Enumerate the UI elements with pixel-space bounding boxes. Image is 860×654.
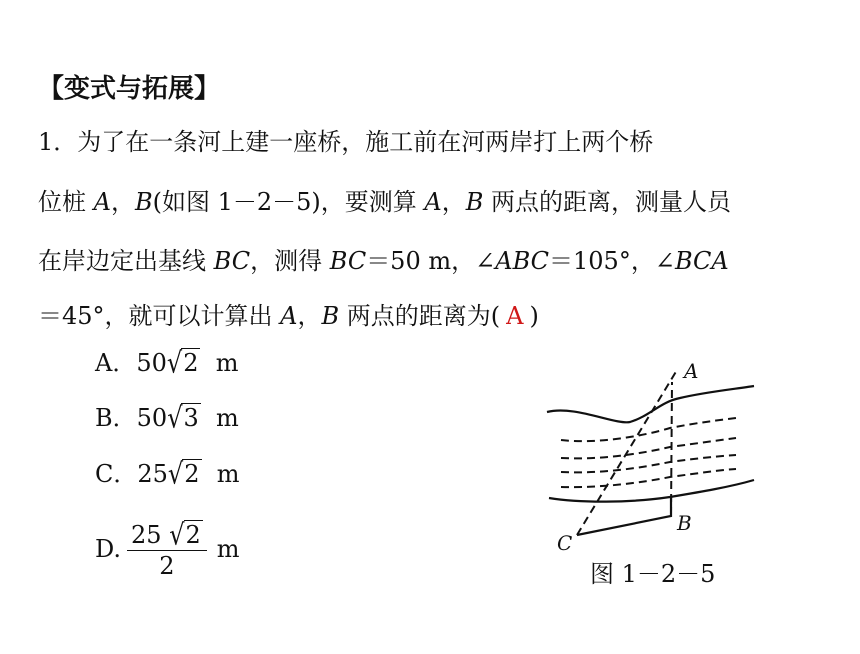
point-b: B xyxy=(465,188,484,216)
option-label: D. xyxy=(95,535,122,563)
text: ，测得 xyxy=(250,247,330,275)
option-coef: 50 xyxy=(136,404,168,432)
section-heading: 【变式与拓展】 xyxy=(38,74,221,104)
sqrt-symbol: √2 xyxy=(169,518,201,552)
text: 两点的距离为( xyxy=(339,302,501,330)
figure-label-c: C xyxy=(557,531,573,555)
angle-abc: ABC xyxy=(495,247,550,275)
figure-label-a: A xyxy=(684,359,699,383)
text: (如图 1－2－5)，要测算 xyxy=(152,188,425,216)
option-coef: 25 xyxy=(131,521,162,549)
point-b: B xyxy=(134,188,153,216)
text: ＝45°，就可以计算出 xyxy=(38,302,281,330)
text: ＝50 m，∠ xyxy=(366,247,496,275)
text: 在岸边定出基线 xyxy=(38,247,214,275)
segment-bc: BC xyxy=(213,247,251,275)
fraction-denominator: 2 xyxy=(159,552,175,580)
point-b: B xyxy=(321,302,340,330)
point-a: A xyxy=(424,188,442,216)
text: ＝105°，∠ xyxy=(549,247,675,275)
option-unit: m xyxy=(216,535,240,563)
text: 两点的距离，测量人员 xyxy=(483,188,732,216)
text: ， xyxy=(441,188,466,216)
radicand: 2 xyxy=(183,349,199,377)
figure-caption: 图 1－2－5 xyxy=(590,560,716,588)
problem-line-1: 1．为了在一条河上建一座桥，施工前在河两岸打上两个桥 xyxy=(38,128,654,156)
sqrt-symbol: √2 xyxy=(166,346,199,380)
text: ， xyxy=(297,302,322,330)
sqrt-symbol: √2 xyxy=(167,457,200,491)
angle-bca: BCA xyxy=(674,247,729,275)
text: 位桩 xyxy=(38,188,94,216)
river-bank-bottom xyxy=(549,480,754,502)
radicand: 2 xyxy=(184,460,200,488)
text: ) xyxy=(529,302,539,330)
option-unit: m xyxy=(215,349,239,377)
option-coef: 25 xyxy=(137,460,168,488)
option-unit: m xyxy=(216,460,240,488)
point-a: A xyxy=(280,302,298,330)
baseline-cb xyxy=(577,497,671,535)
figure-label-b: B xyxy=(677,511,692,535)
option-unit: m xyxy=(216,404,239,432)
water-line-1 xyxy=(561,418,736,441)
sight-line-ca xyxy=(577,370,677,535)
radicand: 2 xyxy=(185,521,201,549)
answer-mark: A xyxy=(506,302,524,330)
option-coef: 50 xyxy=(136,349,167,377)
text: ， xyxy=(110,188,135,216)
segment-bc: BC xyxy=(329,247,367,275)
option-label: C． xyxy=(95,460,138,488)
radicand: 3 xyxy=(183,404,199,432)
option-label: A． xyxy=(95,349,137,377)
option-label: B． xyxy=(95,404,137,432)
river-bank-top xyxy=(547,386,754,422)
sqrt-symbol: √3 xyxy=(167,401,199,435)
point-a: A xyxy=(93,188,111,216)
